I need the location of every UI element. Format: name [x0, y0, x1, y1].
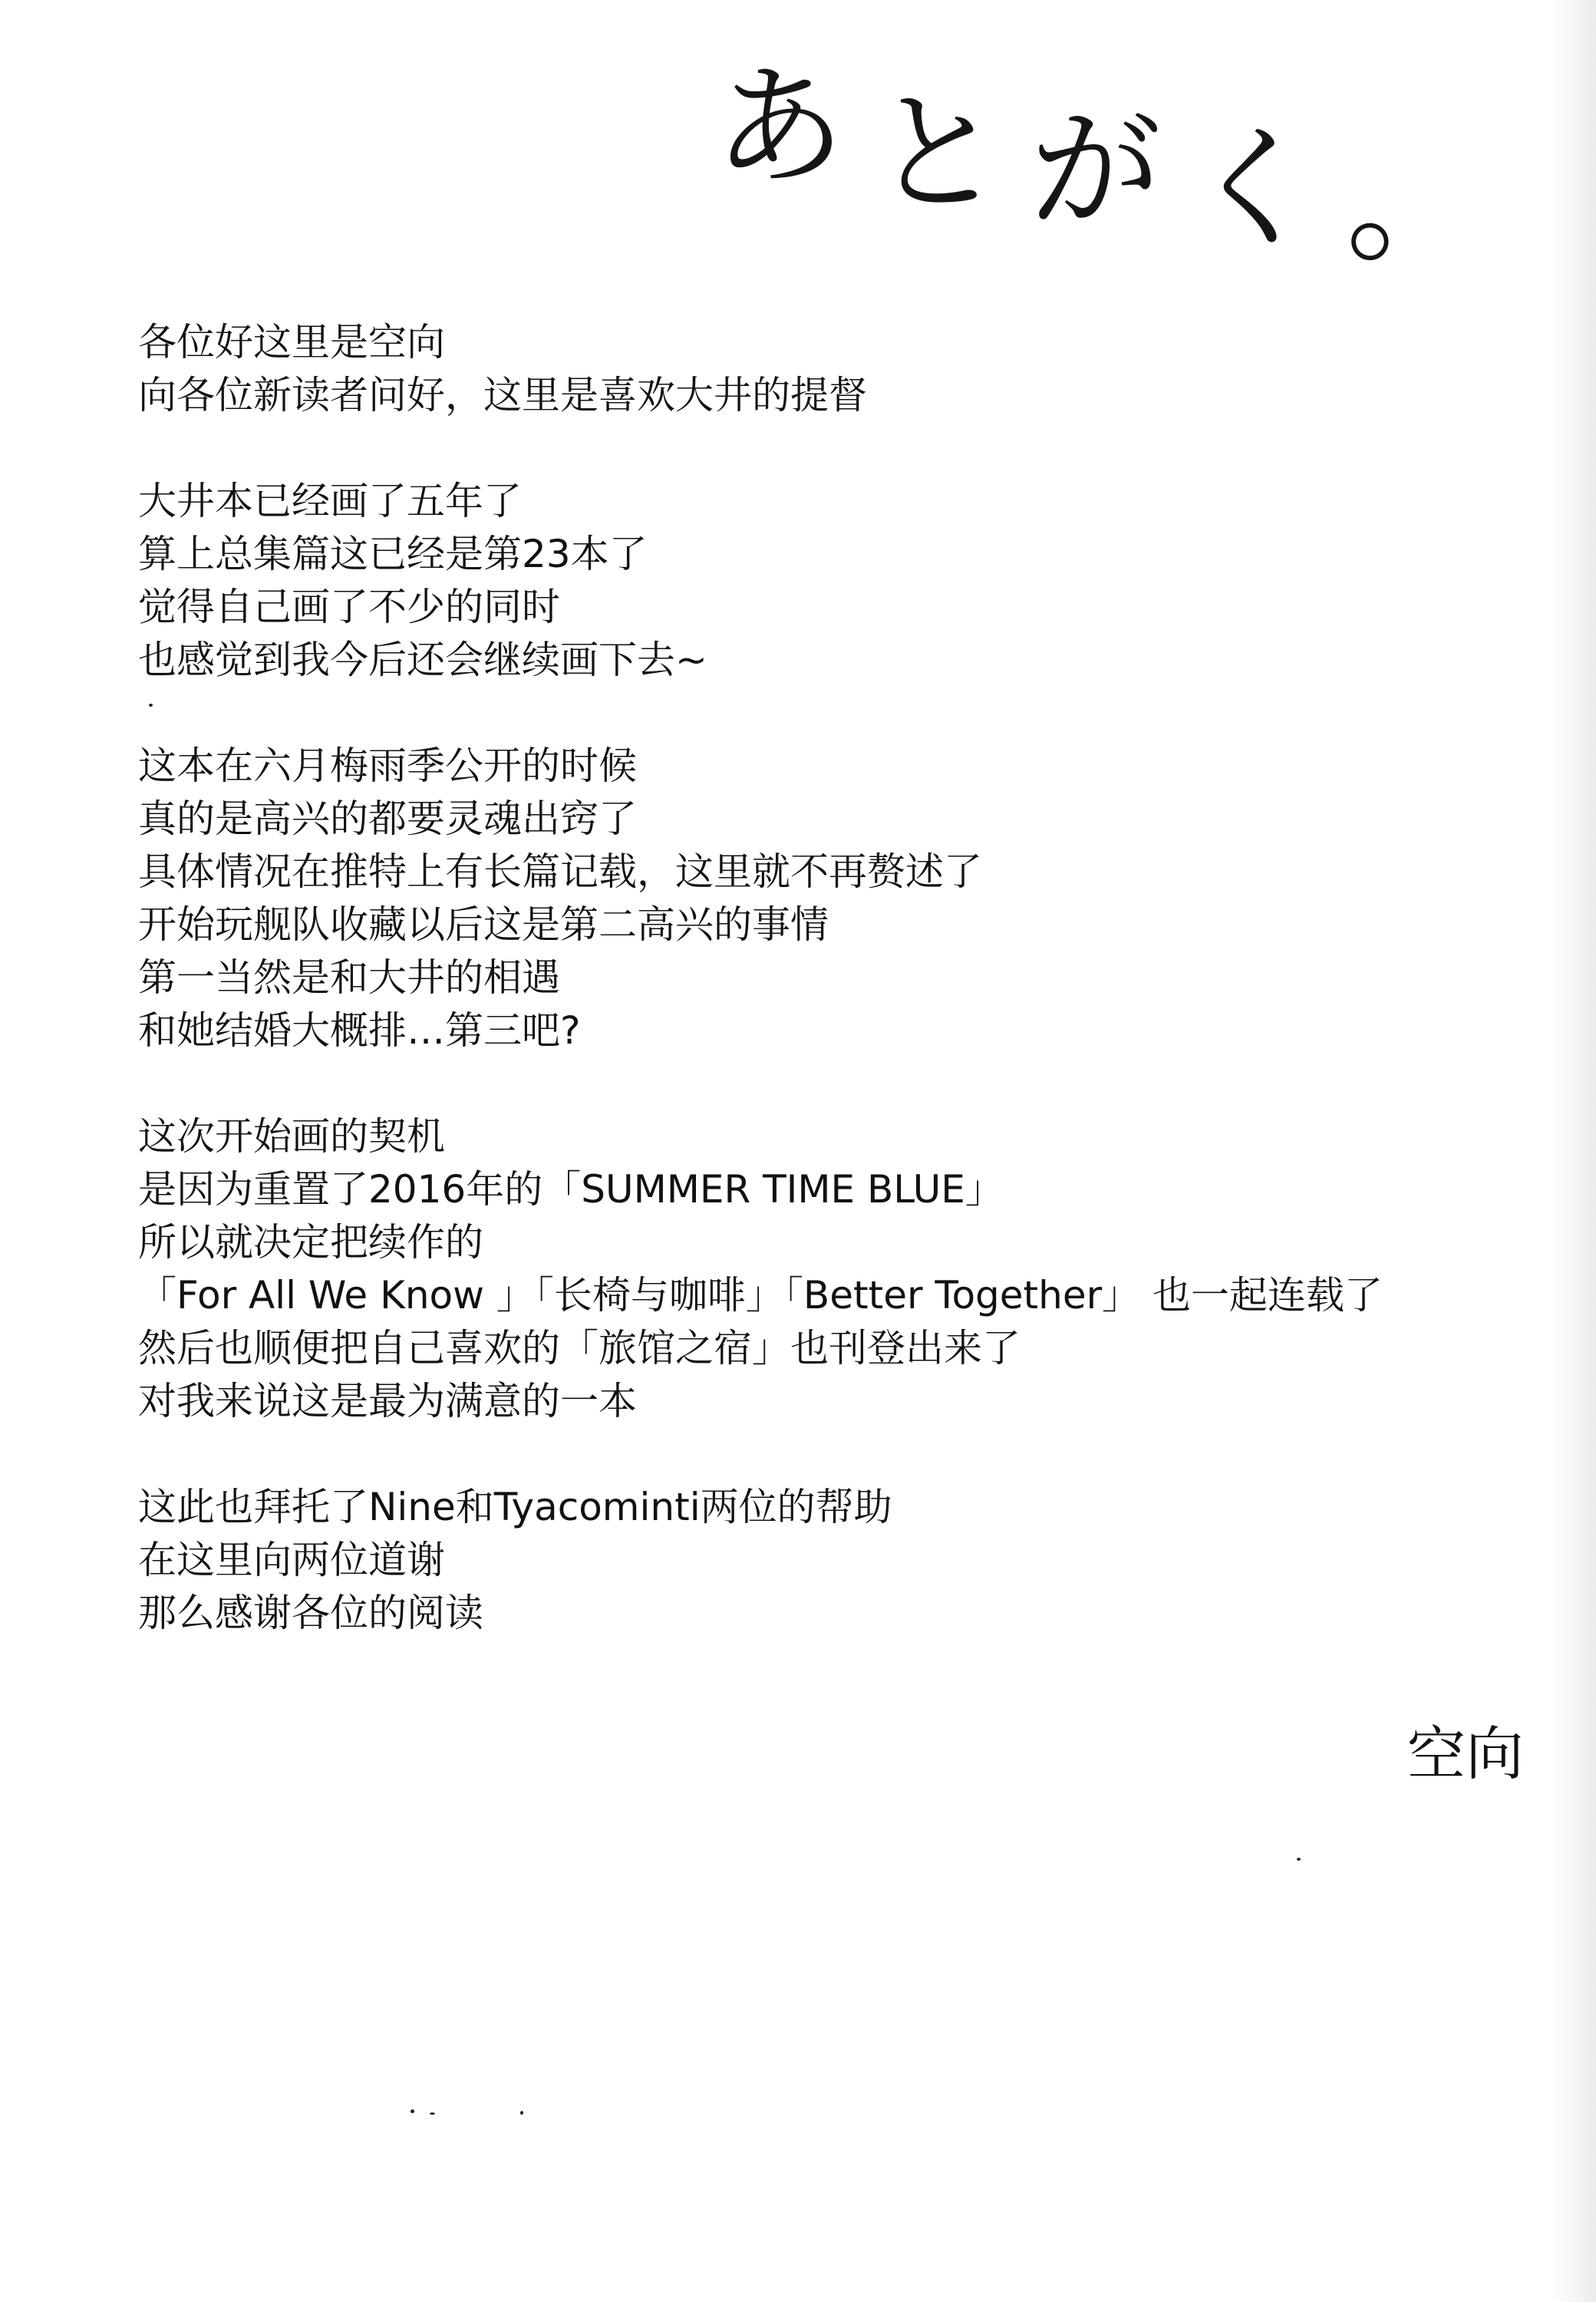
scan-speck: [1297, 1858, 1301, 1861]
text-line: 算上总集篇这已经是第23本了: [138, 532, 648, 576]
text-line: 第一当然是和大井的相遇: [138, 955, 560, 1000]
text-line: 和她结婚大概排…第三吧?: [138, 1008, 581, 1053]
text-line: 这次开始画的契机: [138, 1114, 445, 1159]
text-line: 所以就决定把续作的: [138, 1220, 483, 1265]
text-line: 那么感谢各位的阅读: [138, 1591, 483, 1635]
text-line: 是因为重置了2016年的「SUMMER TIME BLUE」: [138, 1167, 1004, 1212]
scan-speck: [430, 2112, 435, 2115]
scan-edge-shadow: [1550, 0, 1596, 2302]
paragraph-release: [138, 740, 1489, 1057]
paragraph-thanks: [138, 1481, 1489, 1640]
scan-speck: [149, 704, 153, 707]
title-char: と: [872, 76, 1030, 230]
text-line: 各位好这里是空向: [138, 320, 445, 364]
text-line: 在这里向两位道谢: [138, 1538, 445, 1582]
text-line: 「For All We Know 」「长椅与咖啡」「Better Together」 也一起连载了: [138, 1273, 1383, 1318]
title-char: が: [1030, 93, 1188, 247]
text-line: 对我来说这是最为满意的一本: [138, 1379, 637, 1423]
title-char: く: [1188, 111, 1346, 265]
text-line: 然后也顺便把自己喜欢的「旅馆之宿」也刊登出来了: [138, 1326, 1021, 1370]
paragraph-contents: [138, 1110, 1489, 1428]
scan-speck: [411, 2109, 414, 2113]
text-line: 真的是高兴的都要灵魂出窍了: [138, 796, 637, 841]
text-line: 开始玩舰队收藏以后这是第二高兴的事情: [138, 902, 829, 947]
text-line: 这本在六月梅雨季公开的时候: [138, 744, 637, 788]
paragraph-greeting: [138, 316, 1489, 422]
author-signature: 空向: [1407, 1720, 1524, 1788]
title-char: 。: [1346, 127, 1504, 281]
title-char: あ: [714, 50, 872, 204]
scan-speck: [520, 2111, 523, 2115]
text-line: 大井本已经画了五年了: [138, 479, 522, 523]
text-line: 觉得自己画了不少的同时: [138, 585, 560, 629]
text-line: 这此也拜托了Nine和Tyacominti两位的帮助: [138, 1485, 892, 1529]
text-line: 向各位新读者问好，这里是喜欢大井的提督: [138, 373, 867, 417]
text-line: 具体情况在推特上有长篇记载，这里就不再赘述了: [138, 849, 982, 894]
afterword-body: [138, 316, 1489, 1693]
page-title: [714, 50, 1504, 281]
text-line: 也感觉到我今后还会继续画下去~: [138, 638, 707, 682]
paragraph-history: [138, 475, 1489, 687]
